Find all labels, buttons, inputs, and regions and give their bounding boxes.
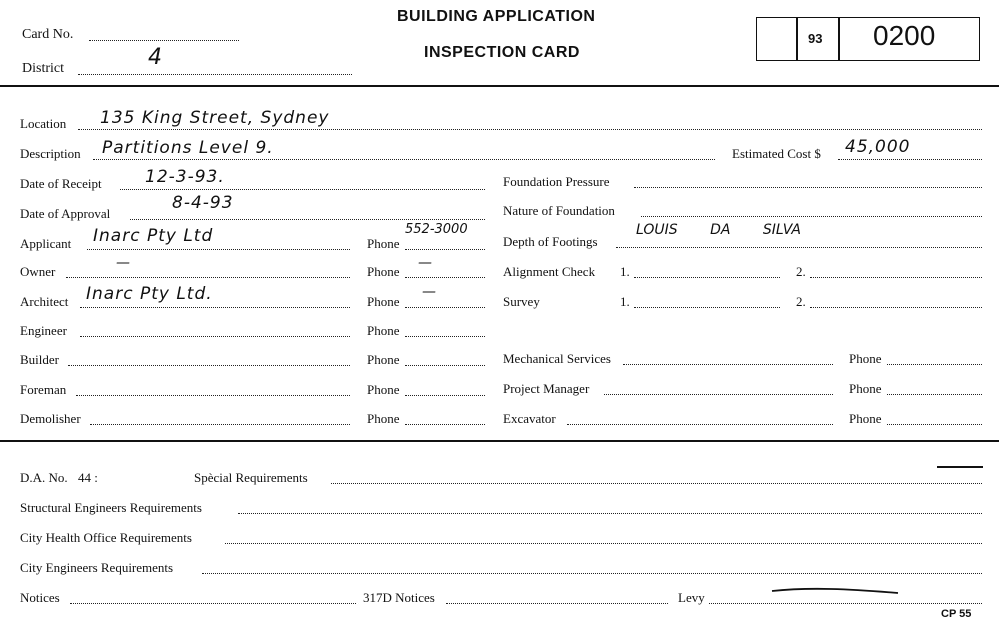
structural-requirements-label: Structural Engineers Requirements (20, 500, 202, 515)
project-manager-field[interactable] (604, 394, 833, 395)
alignment-2-label: 2. (796, 264, 806, 279)
estimated-cost-label: Estimated Cost $ (732, 146, 821, 161)
project-manager-phone-field[interactable] (887, 394, 982, 395)
handwritten-dash (937, 466, 983, 468)
survey-2-field[interactable] (810, 307, 982, 308)
card-year: 93 (808, 31, 823, 46)
survey-1-field[interactable] (634, 307, 780, 308)
special-requirements-label: Spècial Requirements (194, 470, 308, 485)
nature-foundation-field[interactable] (641, 216, 982, 217)
317d-notices-label: 317D Notices (363, 590, 435, 605)
date-approval-value: 8-4-93 (172, 193, 234, 213)
applicant-value: Inarc Pty Ltd (93, 226, 214, 246)
alignment-check-label: Alignment Check (503, 264, 596, 279)
foundation-pressure-field[interactable] (634, 187, 982, 188)
applicant-phone-value: 552-3000 (405, 222, 468, 237)
engineer-phone-label: Phone (367, 323, 400, 338)
box-divider (796, 17, 798, 61)
levy-field[interactable] (709, 603, 982, 604)
da-no-label: D.A. No. (20, 470, 68, 485)
317d-notices-field[interactable] (446, 603, 668, 604)
applicant-phone-field[interactable] (405, 249, 485, 250)
architect-field[interactable] (80, 307, 350, 308)
owner-label: Owner (20, 264, 56, 279)
foreman-phone-label: Phone (367, 382, 400, 397)
handwritten-stroke (770, 585, 900, 597)
builder-phone-field[interactable] (405, 365, 485, 366)
applicant-field[interactable] (87, 249, 350, 250)
excavator-field[interactable] (567, 424, 833, 425)
foundation-pressure-label: Foundation Pressure (503, 174, 610, 189)
foreman-phone-field[interactable] (405, 395, 485, 396)
district-value: 4 (148, 45, 162, 70)
engineer-phone-field[interactable] (405, 336, 485, 337)
builder-field[interactable] (68, 365, 350, 366)
architect-phone-field[interactable] (405, 307, 485, 308)
date-approval-label: Date of Approval (20, 206, 111, 221)
card-number: 0200 (873, 20, 936, 51)
owner-field[interactable] (66, 277, 350, 278)
alignment-1-field[interactable] (634, 277, 780, 278)
city-engineers-field[interactable] (202, 573, 982, 574)
location-value: 135 King Street, Sydney (100, 108, 330, 128)
survey-label: Survey (503, 294, 540, 309)
nature-foundation-label: Nature of Foundation (503, 203, 615, 218)
engineer-field[interactable] (80, 336, 350, 337)
depth-footings-value: LOUIS DA SILVA (636, 222, 801, 238)
district-label: District (22, 61, 64, 76)
top-rule (0, 85, 999, 87)
architect-label: Architect (20, 294, 69, 309)
date-approval-field[interactable] (130, 219, 485, 220)
mechanical-phone-field[interactable] (887, 364, 982, 365)
excavator-label: Excavator (503, 411, 556, 426)
survey-2-label: 2. (796, 294, 806, 309)
mechanical-phone-label: Phone (849, 351, 882, 366)
survey-1-label: 1. (620, 294, 630, 309)
card-no-field[interactable] (89, 40, 239, 41)
excavator-phone-label: Phone (849, 411, 882, 426)
applicant-label: Applicant (20, 236, 72, 251)
engineer-label: Engineer (20, 323, 67, 338)
title-line-1: BUILDING APPLICATION (397, 8, 596, 25)
foreman-label: Foreman (20, 382, 67, 397)
alignment-1-label: 1. (620, 264, 630, 279)
notices-label: Notices (20, 590, 60, 605)
box-divider (838, 17, 840, 61)
builder-phone-label: Phone (367, 352, 400, 367)
health-requirements-label: City Health Office Requirements (20, 530, 192, 545)
date-receipt-value: 12-3-93. (145, 167, 225, 187)
owner-phone-field[interactable] (405, 277, 485, 278)
estimated-cost-field[interactable] (838, 159, 982, 160)
description-value: Partitions Level 9. (102, 138, 274, 158)
middle-rule (0, 440, 999, 442)
form-code: CP 55 (941, 608, 972, 620)
owner-phone-label: Phone (367, 264, 400, 279)
location-field[interactable] (78, 129, 982, 130)
depth-footings-field[interactable] (616, 247, 982, 248)
owner-value: — (116, 255, 130, 271)
foreman-field[interactable] (76, 395, 350, 396)
architect-phone-value: — (422, 284, 436, 300)
depth-footings-label: Depth of Footings (503, 234, 598, 249)
title-line-2: INSPECTION CARD (424, 44, 580, 61)
special-requirements-field[interactable] (331, 483, 982, 484)
demolisher-phone-field[interactable] (405, 424, 485, 425)
date-receipt-label: Date of Receipt (20, 176, 102, 191)
description-field[interactable] (93, 159, 715, 160)
alignment-2-field[interactable] (810, 277, 982, 278)
mechanical-field[interactable] (623, 364, 833, 365)
levy-label: Levy (678, 590, 705, 605)
demolisher-label: Demolisher (20, 411, 81, 426)
city-engineers-label: City Engineers Requirements (20, 560, 174, 575)
owner-phone-value: — (418, 255, 432, 271)
estimated-cost-value: 45,000 (845, 137, 911, 157)
project-manager-phone-label: Phone (849, 381, 882, 396)
structural-requirements-field[interactable] (238, 513, 982, 514)
mechanical-label: Mechanical Services (503, 351, 611, 366)
demolisher-phone-label: Phone (367, 411, 400, 426)
description-label: Description (20, 146, 81, 161)
architect-phone-label: Phone (367, 294, 400, 309)
health-requirements-field[interactable] (225, 543, 982, 544)
builder-label: Builder (20, 352, 59, 367)
architect-value: Inarc Pty Ltd. (86, 284, 213, 304)
notices-field[interactable] (70, 603, 356, 604)
da-no-value: 44 : (78, 470, 98, 485)
card-number-box (756, 17, 980, 61)
card-no-label: Card No. (22, 27, 74, 42)
location-label: Location (20, 116, 67, 131)
applicant-phone-label: Phone (367, 236, 400, 251)
project-manager-label: Project Manager (503, 381, 590, 396)
district-field[interactable] (78, 74, 352, 75)
date-receipt-field[interactable] (120, 189, 485, 190)
demolisher-field[interactable] (90, 424, 350, 425)
excavator-phone-field[interactable] (887, 424, 982, 425)
